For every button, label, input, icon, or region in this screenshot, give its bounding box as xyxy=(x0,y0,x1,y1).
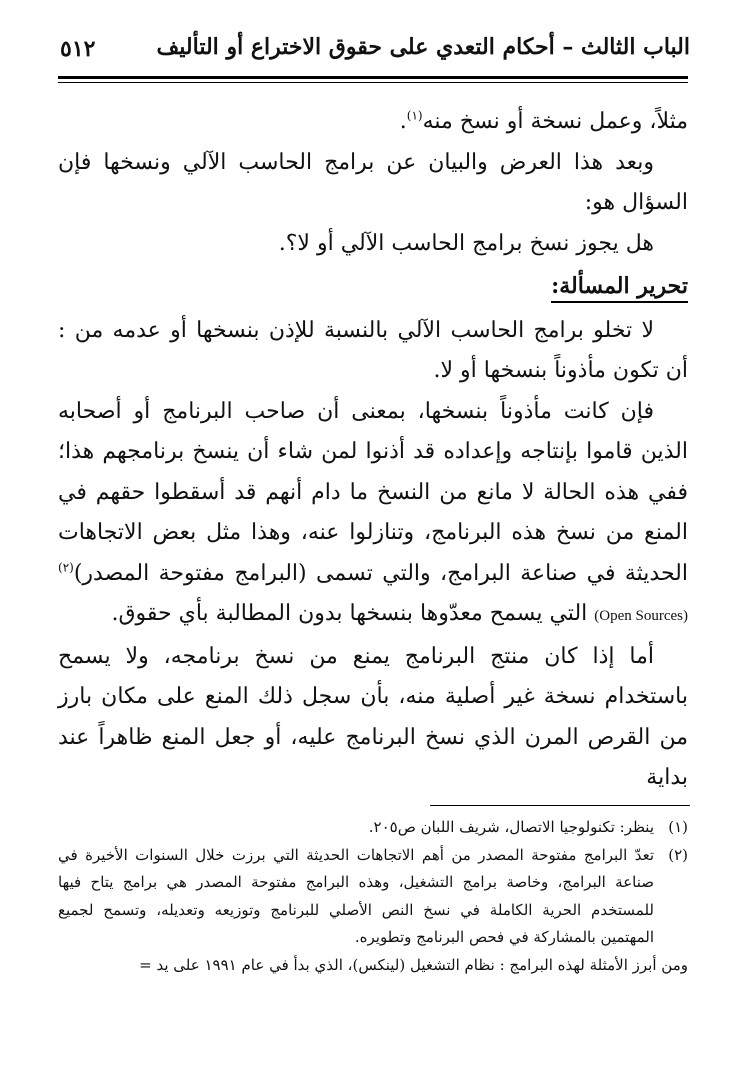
section-heading: تحرير المسألة: xyxy=(58,266,688,307)
chapter-title: الباب الثالث – أحكام التعدي على حقوق الاختراع أو التأليف xyxy=(156,34,690,60)
footnote-2 xyxy=(58,842,688,952)
paragraph-4: لا تخلو برامج الحاسب الآلي بالنسبة للإذن بنسخها أو عدمه من : أن تكون مأذوناً بنسخها أو لا. xyxy=(58,317,688,383)
footnotes xyxy=(58,814,688,979)
footnote-continuation: ومن أبرز الأمثلة لهذه البرامج : نظام التشغيل (لينكس)، الذي بدأ في عام ١٩٩١ على يد = xyxy=(139,955,688,974)
header-rule-thin xyxy=(58,82,688,83)
footnote-text: تعدّ البرامج مفتوحة المصدر من أهم الاتجاهات الحديثة التي برزت خلال السنوات الأخيرة في صناعة البرامج، وخاصة برامج التشغيل، وهذه البرامج مفتوحة المصدر هي برامج يتاح فيها للمستخدم الحرية الكاملة في نسخ النص الأصلي للبرنامج وتوزيعه وتعديله، وتسمح لجميع المهتمين بالمشاركة في فحص البرنامج وتطويره. xyxy=(58,845,654,946)
footnote-ref-2: (٢) xyxy=(58,560,74,575)
paragraph-1: مثلاً، وعمل نسخة أو نسخ منه$^{(١)}$. xyxy=(399,108,688,134)
paragraph-2: وبعد هذا العرض والبيان عن برامج الحاسب الآلي ونسخها فإن السؤال هو: xyxy=(58,149,688,215)
paragraph-6: أما إذا كان منتج البرنامج يمنع من نسخ برنامجه، ولا يسمح باستخدام نسخة غير أصلية منه، بأن سجل ذلك المنع على مكان بارز من القرص المرن الذي نسخ البرنامج عليه، أو جعل المنع ظاهراً عند بداية xyxy=(58,643,688,790)
footnote-separator xyxy=(430,805,690,806)
footnote-number: (١) xyxy=(668,818,688,836)
main-text xyxy=(58,102,688,799)
footnote-number: (٢) xyxy=(668,845,688,864)
question: هل يجوز نسخ برامج الحاسب الآلي أو لا؟. xyxy=(278,230,654,256)
open-sources-term: (Open Sources) xyxy=(594,608,688,624)
paragraph-5: فإن كانت مأذوناً بنسخها، بمعنى أن صاحب البرنامج أو أصحابه الذين قاموا بإنتاجه وإعداده قد أذنوا لمن شاء أن ينسخ برنامجهم هذا؛ ففي هذه الحالة لا مانع من النسخ ما دام أنهم قد أسقطوا حقهم في المنع من نسخ هذه البرنامج، وتنازلوا عنه، وهذا مثل بعض الاتجاهات الحديثة في صناعة البرامج، والتي تسمى (البرامج مفتوحة المصدر)$^{(٢)}$ (Open Sources) التي يسمح معدّوها بنسخها بدون المطالبة بأي حقوق. xyxy=(58,398,688,626)
footnote-ref-1: (١) xyxy=(406,108,423,123)
header-rule-thick xyxy=(58,76,688,79)
footnote-1 xyxy=(58,814,688,842)
running-header xyxy=(60,30,690,70)
footnote-text: ينظر: تكنولوجيا الاتصال، شريف اللبان ص٢٠٥. xyxy=(368,818,654,836)
page-number: ٥١٢ xyxy=(60,36,96,62)
